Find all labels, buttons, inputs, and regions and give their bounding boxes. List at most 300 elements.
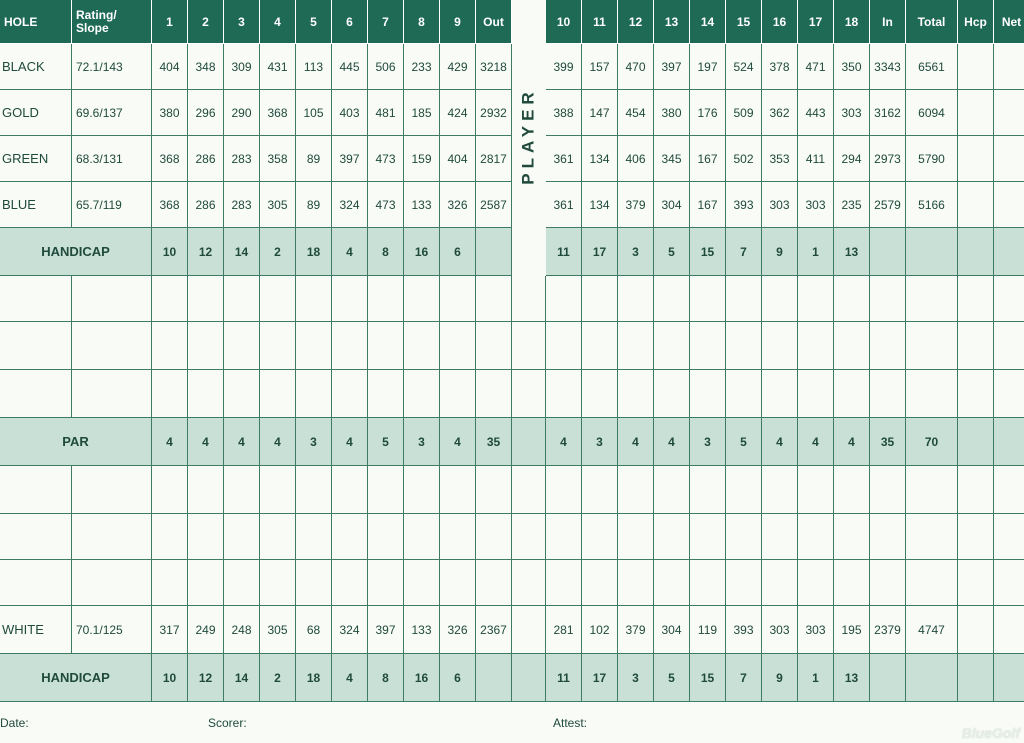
- gap-cell: [512, 418, 546, 466]
- score-cell: [296, 514, 332, 560]
- score-cell: 290: [224, 90, 260, 136]
- score-cell: 3: [582, 418, 618, 466]
- score-cell: [834, 276, 870, 322]
- score-cell: [654, 370, 690, 418]
- score-cell: [546, 370, 582, 418]
- header-front-hole: 6: [332, 0, 368, 44]
- score-cell: [958, 418, 994, 466]
- score-cell: [690, 560, 726, 606]
- score-cell: 368: [152, 182, 188, 228]
- score-cell: [582, 514, 618, 560]
- score-cell: 18: [296, 228, 332, 276]
- score-cell: 443: [798, 90, 834, 136]
- score-cell: [296, 276, 332, 322]
- score-cell: 296: [188, 90, 224, 136]
- score-cell: 9: [762, 228, 798, 276]
- score-cell: 2367: [476, 606, 512, 654]
- score-cell: 397: [654, 44, 690, 90]
- score-cell: 326: [440, 606, 476, 654]
- score-cell: 167: [690, 182, 726, 228]
- blank-name-cell: [0, 322, 72, 370]
- score-cell: 7: [726, 654, 762, 702]
- header-rating-slope: [72, 0, 152, 44]
- score-cell: [546, 560, 582, 606]
- header-back-hole: 11: [582, 0, 618, 44]
- score-cell: 303: [798, 606, 834, 654]
- tee-rating: 70.1/125: [72, 606, 152, 654]
- score-cell: [440, 514, 476, 560]
- score-cell: [476, 276, 512, 322]
- score-cell: 176: [690, 90, 726, 136]
- score-cell: [546, 322, 582, 370]
- score-cell: [958, 560, 994, 606]
- score-cell: 18: [296, 654, 332, 702]
- header-back-hole: Net: [994, 0, 1024, 44]
- score-cell: 5790: [906, 136, 958, 182]
- header-back-hole: 18: [834, 0, 870, 44]
- score-cell: [798, 322, 834, 370]
- score-cell: [476, 322, 512, 370]
- score-cell: [906, 228, 958, 276]
- score-cell: 4: [260, 418, 296, 466]
- score-cell: [332, 514, 368, 560]
- score-cell: [224, 322, 260, 370]
- score-cell: 3343: [870, 44, 906, 90]
- score-cell: [870, 654, 906, 702]
- score-cell: 303: [762, 182, 798, 228]
- score-cell: 1: [798, 654, 834, 702]
- score-cell: [994, 654, 1024, 702]
- score-cell: [618, 560, 654, 606]
- score-cell: [994, 228, 1024, 276]
- score-cell: [994, 322, 1024, 370]
- score-cell: [762, 514, 798, 560]
- score-cell: 185: [404, 90, 440, 136]
- score-cell: 411: [798, 136, 834, 182]
- score-cell: [726, 514, 762, 560]
- score-cell: [994, 560, 1024, 606]
- score-cell: [906, 322, 958, 370]
- score-cell: 303: [762, 606, 798, 654]
- score-cell: [654, 322, 690, 370]
- score-cell: 159: [404, 136, 440, 182]
- score-cell: [994, 466, 1024, 514]
- score-cell: 404: [152, 44, 188, 90]
- score-cell: 3: [690, 418, 726, 466]
- score-cell: [224, 466, 260, 514]
- score-cell: 3218: [476, 44, 512, 90]
- score-cell: 8: [368, 654, 404, 702]
- score-cell: 249: [188, 606, 224, 654]
- score-cell: [834, 370, 870, 418]
- score-cell: 304: [654, 182, 690, 228]
- score-cell: [958, 514, 994, 560]
- score-cell: 286: [188, 182, 224, 228]
- score-cell: 379: [618, 606, 654, 654]
- score-cell: [618, 466, 654, 514]
- score-cell: [994, 606, 1024, 654]
- watermark-logo: BlueGolf: [961, 725, 1020, 741]
- score-cell: 5: [368, 418, 404, 466]
- score-cell: [654, 514, 690, 560]
- player-text: PLAYER: [519, 87, 538, 185]
- score-cell: [726, 560, 762, 606]
- score-cell: [296, 370, 332, 418]
- score-cell: 3: [404, 418, 440, 466]
- score-cell: 119: [690, 606, 726, 654]
- header-back-hole: 10: [546, 0, 582, 44]
- header-back-hole: 13: [654, 0, 690, 44]
- score-cell: [834, 322, 870, 370]
- score-cell: [152, 514, 188, 560]
- score-cell: 473: [368, 182, 404, 228]
- score-cell: [404, 560, 440, 606]
- score-cell: 167: [690, 136, 726, 182]
- score-cell: [582, 466, 618, 514]
- score-cell: 4: [152, 418, 188, 466]
- score-cell: [152, 370, 188, 418]
- score-cell: 361: [546, 182, 582, 228]
- score-cell: 305: [260, 606, 296, 654]
- score-cell: 16: [404, 228, 440, 276]
- score-cell: 4: [798, 418, 834, 466]
- score-cell: 380: [152, 90, 188, 136]
- score-cell: 89: [296, 136, 332, 182]
- score-cell: [368, 276, 404, 322]
- score-cell: [440, 370, 476, 418]
- header-back-hole: 17: [798, 0, 834, 44]
- score-cell: [958, 322, 994, 370]
- score-cell: [870, 276, 906, 322]
- score-cell: [404, 466, 440, 514]
- score-cell: [332, 322, 368, 370]
- score-cell: 4: [332, 654, 368, 702]
- score-cell: [224, 370, 260, 418]
- score-cell: [332, 560, 368, 606]
- score-cell: 6: [440, 654, 476, 702]
- header-back-hole: 15: [726, 0, 762, 44]
- score-cell: [762, 560, 798, 606]
- score-cell: [152, 322, 188, 370]
- score-cell: [224, 560, 260, 606]
- score-cell: [404, 322, 440, 370]
- score-cell: 113: [296, 44, 332, 90]
- score-cell: [762, 370, 798, 418]
- score-cell: [404, 276, 440, 322]
- score-cell: 399: [546, 44, 582, 90]
- gap-cell: [512, 560, 546, 606]
- score-cell: [546, 466, 582, 514]
- score-cell: 4: [654, 418, 690, 466]
- score-cell: [582, 370, 618, 418]
- tee-rating: 69.6/137: [72, 90, 152, 136]
- score-cell: 7: [726, 228, 762, 276]
- score-cell: [546, 514, 582, 560]
- score-cell: [762, 322, 798, 370]
- score-cell: 502: [726, 136, 762, 182]
- gap-cell: [512, 654, 546, 702]
- tee-rating: [72, 276, 152, 322]
- score-cell: 5: [726, 418, 762, 466]
- row-label: HANDICAP: [0, 228, 152, 276]
- score-cell: [618, 276, 654, 322]
- score-cell: 368: [260, 90, 296, 136]
- score-cell: [440, 466, 476, 514]
- score-cell: 350: [834, 44, 870, 90]
- score-cell: [476, 654, 512, 702]
- score-cell: [260, 322, 296, 370]
- score-cell: 68: [296, 606, 332, 654]
- score-cell: [958, 606, 994, 654]
- score-cell: 2579: [870, 182, 906, 228]
- score-cell: 133: [404, 606, 440, 654]
- score-cell: [870, 370, 906, 418]
- score-cell: 4: [546, 418, 582, 466]
- score-cell: 14: [224, 654, 260, 702]
- score-cell: [188, 370, 224, 418]
- score-cell: [260, 560, 296, 606]
- header-front-hole: 5: [296, 0, 332, 44]
- score-cell: [690, 276, 726, 322]
- score-cell: [870, 560, 906, 606]
- score-cell: [958, 370, 994, 418]
- score-cell: 5: [654, 228, 690, 276]
- score-cell: [994, 514, 1024, 560]
- header-front-hole: 9: [440, 0, 476, 44]
- row-label: PAR: [0, 418, 152, 466]
- score-cell: 10: [152, 654, 188, 702]
- score-cell: 70: [906, 418, 958, 466]
- score-cell: [188, 276, 224, 322]
- score-cell: 6094: [906, 90, 958, 136]
- score-cell: 304: [654, 606, 690, 654]
- score-cell: [906, 654, 958, 702]
- score-cell: 105: [296, 90, 332, 136]
- score-cell: [404, 370, 440, 418]
- score-cell: 3: [618, 654, 654, 702]
- score-cell: 6: [440, 228, 476, 276]
- score-cell: 317: [152, 606, 188, 654]
- score-cell: [834, 466, 870, 514]
- score-cell: [296, 466, 332, 514]
- score-cell: [958, 136, 994, 182]
- score-cell: [870, 466, 906, 514]
- score-cell: [994, 276, 1024, 322]
- score-cell: 348: [188, 44, 224, 90]
- score-cell: [994, 418, 1024, 466]
- score-cell: 248: [224, 606, 260, 654]
- score-cell: [582, 560, 618, 606]
- score-cell: 5166: [906, 182, 958, 228]
- gap-cell: [512, 514, 546, 560]
- score-cell: 4: [762, 418, 798, 466]
- score-cell: 17: [582, 228, 618, 276]
- score-cell: 14: [224, 228, 260, 276]
- score-cell: 358: [260, 136, 296, 182]
- score-cell: 4: [440, 418, 476, 466]
- score-cell: [332, 370, 368, 418]
- score-cell: [224, 276, 260, 322]
- score-cell: 481: [368, 90, 404, 136]
- score-cell: 379: [618, 182, 654, 228]
- blank-name-cell: [0, 370, 72, 418]
- score-cell: [762, 466, 798, 514]
- score-cell: [332, 276, 368, 322]
- score-cell: [188, 560, 224, 606]
- score-cell: 283: [224, 136, 260, 182]
- header-back-hole: Total: [906, 0, 958, 44]
- score-cell: 303: [798, 182, 834, 228]
- score-cell: 17: [582, 654, 618, 702]
- score-cell: 2817: [476, 136, 512, 182]
- score-cell: 11: [546, 228, 582, 276]
- score-cell: 305: [260, 182, 296, 228]
- score-cell: [798, 370, 834, 418]
- score-cell: 12: [188, 654, 224, 702]
- score-cell: [762, 276, 798, 322]
- tee-rating: 68.3/131: [72, 136, 152, 182]
- score-cell: [188, 322, 224, 370]
- score-cell: [726, 466, 762, 514]
- header-front-hole: 4: [260, 0, 296, 44]
- score-cell: [260, 514, 296, 560]
- score-cell: [368, 370, 404, 418]
- score-cell: [188, 514, 224, 560]
- gap-cell: [512, 276, 546, 322]
- score-cell: 429: [440, 44, 476, 90]
- score-cell: 509: [726, 90, 762, 136]
- score-cell: 2973: [870, 136, 906, 182]
- score-cell: 3: [618, 228, 654, 276]
- score-cell: [260, 370, 296, 418]
- row-label: HANDICAP: [0, 654, 152, 702]
- score-cell: 368: [152, 136, 188, 182]
- score-cell: 397: [368, 606, 404, 654]
- score-cell: 1: [798, 228, 834, 276]
- header-back-hole: 16: [762, 0, 798, 44]
- score-cell: 11: [546, 654, 582, 702]
- score-cell: [152, 466, 188, 514]
- score-cell: [994, 90, 1024, 136]
- score-cell: 303: [834, 90, 870, 136]
- score-cell: 445: [332, 44, 368, 90]
- score-cell: 431: [260, 44, 296, 90]
- tee-rating: 72.1/143: [72, 44, 152, 90]
- score-cell: 388: [546, 90, 582, 136]
- score-cell: 4: [834, 418, 870, 466]
- score-cell: [958, 654, 994, 702]
- attest-label: Attest:: [553, 716, 588, 730]
- score-cell: [994, 44, 1024, 90]
- score-cell: 12: [188, 228, 224, 276]
- score-cell: [618, 322, 654, 370]
- score-cell: 294: [834, 136, 870, 182]
- tee-name: WHITE: [0, 606, 72, 654]
- score-cell: [654, 560, 690, 606]
- score-cell: [188, 466, 224, 514]
- gap-cell: [512, 322, 546, 370]
- score-cell: 6561: [906, 44, 958, 90]
- score-cell: [726, 322, 762, 370]
- score-cell: [834, 560, 870, 606]
- rating-label: Rating/: [76, 7, 117, 22]
- tee-rating: [72, 322, 152, 370]
- score-cell: [906, 560, 958, 606]
- score-cell: [834, 514, 870, 560]
- score-cell: 3: [296, 418, 332, 466]
- score-cell: 454: [618, 90, 654, 136]
- score-cell: [296, 560, 332, 606]
- blank-name-cell: [0, 560, 72, 606]
- score-cell: [906, 276, 958, 322]
- score-cell: [958, 182, 994, 228]
- score-cell: 10: [152, 228, 188, 276]
- score-cell: [958, 44, 994, 90]
- score-cell: [958, 90, 994, 136]
- score-cell: [958, 276, 994, 322]
- header-hole: HOLE: [0, 0, 72, 44]
- score-cell: 15: [690, 654, 726, 702]
- score-cell: [958, 466, 994, 514]
- score-cell: 4: [618, 418, 654, 466]
- score-cell: [798, 514, 834, 560]
- score-cell: [690, 514, 726, 560]
- score-cell: 3162: [870, 90, 906, 136]
- score-cell: 13: [834, 228, 870, 276]
- score-cell: 362: [762, 90, 798, 136]
- score-cell: 283: [224, 182, 260, 228]
- score-cell: 4: [224, 418, 260, 466]
- score-cell: 324: [332, 182, 368, 228]
- blank-name-cell: [0, 514, 72, 560]
- score-cell: 309: [224, 44, 260, 90]
- tee-name: GOLD: [0, 90, 72, 136]
- gap-cell: [512, 370, 546, 418]
- score-cell: [618, 514, 654, 560]
- tee-name: GREEN: [0, 136, 72, 182]
- score-cell: [906, 466, 958, 514]
- tee-rating: [72, 370, 152, 418]
- score-cell: [726, 276, 762, 322]
- blank-name-cell: [0, 276, 72, 322]
- score-cell: 157: [582, 44, 618, 90]
- score-cell: [870, 322, 906, 370]
- header-back-hole: 12: [618, 0, 654, 44]
- tee-rating: [72, 560, 152, 606]
- score-cell: 470: [618, 44, 654, 90]
- score-cell: [152, 560, 188, 606]
- score-cell: 8: [368, 228, 404, 276]
- blank-name-cell: [0, 466, 72, 514]
- score-cell: [332, 466, 368, 514]
- score-cell: [726, 370, 762, 418]
- score-cell: [582, 276, 618, 322]
- score-cell: 35: [870, 418, 906, 466]
- score-cell: [870, 228, 906, 276]
- gap-cell: [512, 606, 546, 654]
- score-cell: 2379: [870, 606, 906, 654]
- score-cell: 147: [582, 90, 618, 136]
- score-cell: 233: [404, 44, 440, 90]
- score-cell: 15: [690, 228, 726, 276]
- score-cell: [994, 136, 1024, 182]
- score-cell: [476, 514, 512, 560]
- score-cell: 345: [654, 136, 690, 182]
- score-cell: 4747: [906, 606, 958, 654]
- score-cell: [368, 560, 404, 606]
- score-cell: 4: [332, 418, 368, 466]
- player-label: [512, 44, 546, 228]
